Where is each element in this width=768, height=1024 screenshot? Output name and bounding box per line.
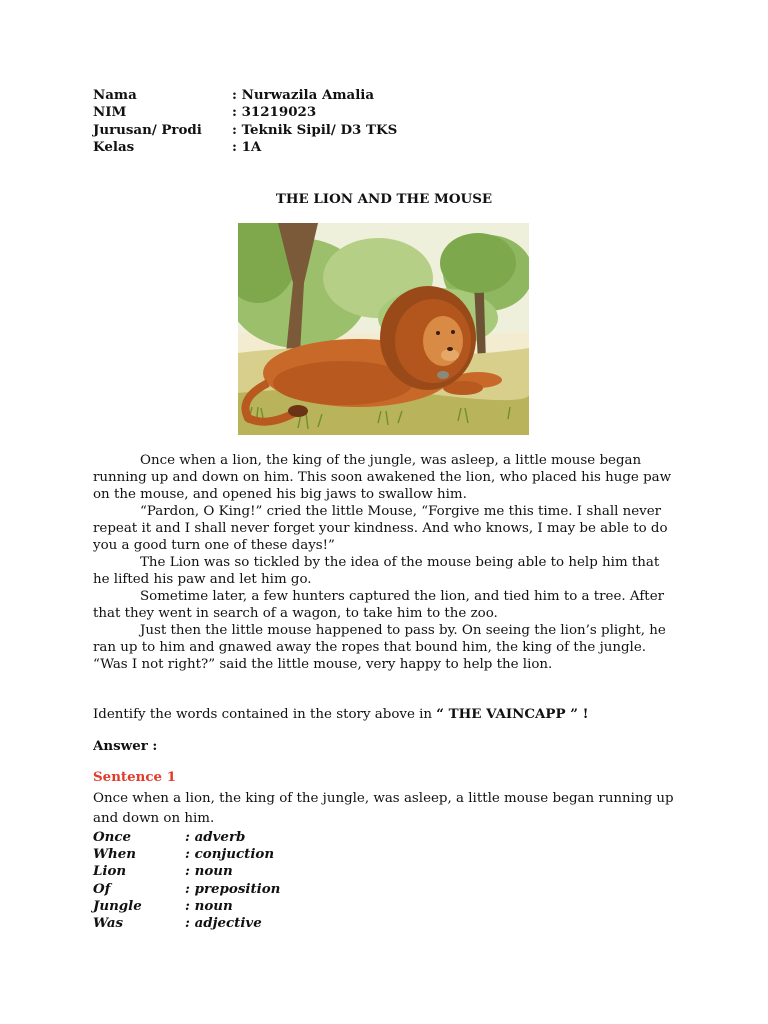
word-row bbox=[93, 829, 393, 846]
story-paragraph: The Lion was so tickled by the idea of the mouse being able to help him that he lifted his paw and let him go. bbox=[93, 555, 660, 587]
info-label: Jurusan/ Prodi bbox=[93, 121, 202, 138]
sentence-heading: Sentence 1 bbox=[93, 769, 177, 785]
info-label: Kelas bbox=[93, 138, 135, 155]
info-row-class bbox=[93, 139, 513, 156]
word-class: : adjective bbox=[185, 914, 262, 931]
word-class: : noun bbox=[185, 897, 233, 914]
info-row-name bbox=[93, 87, 513, 104]
word-class: : adverb bbox=[185, 829, 246, 845]
word: Lion bbox=[93, 863, 127, 880]
story-paragraph: Sometime later, a few hunters captured the lion, and tied him to a tree. After that they went in search of a wagon, to take him to the zoo. bbox=[93, 589, 665, 621]
word-class-list bbox=[93, 829, 393, 932]
student-info bbox=[93, 87, 513, 156]
word-row bbox=[93, 863, 393, 880]
info-value: : Nurwazila Amalia bbox=[232, 87, 375, 103]
word-class: : conjuction bbox=[185, 846, 275, 863]
story-title: THE LION AND THE MOUSE bbox=[275, 191, 493, 207]
word-row bbox=[93, 898, 393, 915]
word: Was bbox=[93, 914, 124, 931]
info-row-major bbox=[93, 122, 513, 139]
story-paragraph: “Was I not right?” said the little mouse, very happy to help the lion. bbox=[93, 657, 553, 672]
info-value: : 31219023 bbox=[232, 104, 317, 121]
word-class: : preposition bbox=[185, 880, 281, 897]
word-row bbox=[93, 881, 393, 898]
answer-label: Answer : bbox=[93, 738, 158, 754]
task-text: Identify the words contained in the story above in bbox=[93, 707, 437, 722]
info-label: NIM bbox=[93, 104, 127, 121]
task-emphasis: “ THE VAINCAPP ” ! bbox=[436, 706, 589, 722]
story-paragraph: Just then the little mouse happened to pass by. On seeing the lion’s plight, he ran up to him and gnawed away the ropes that bound him, the king of the jungle. bbox=[93, 623, 666, 655]
info-value: : 1A bbox=[232, 138, 262, 155]
story-paragraph: Once when a lion, the king of the jungle, was asleep, a little mouse began running up and down on him. This soon awakened the lion, who placed his huge paw on the mouse, and opened his big jaws to swallow him. bbox=[93, 453, 672, 502]
info-row-nim bbox=[93, 104, 513, 121]
word-row bbox=[93, 915, 393, 932]
story-paragraph: “Pardon, O King!” cried the little Mouse, “Forgive me this time. I shall never repeat it and I shall never forget your kindness. And who knows, I may be able to do you a good turn one of these days!” bbox=[93, 504, 668, 553]
task-instruction bbox=[93, 706, 588, 722]
story-body bbox=[93, 452, 678, 673]
word: Of bbox=[93, 880, 111, 897]
word: When bbox=[93, 846, 137, 863]
word-class: : noun bbox=[185, 863, 233, 880]
info-value: : Teknik Sipil/ D3 TKS bbox=[232, 121, 398, 138]
info-label: Nama bbox=[93, 87, 137, 103]
word-row bbox=[93, 846, 393, 863]
word: Jungle bbox=[93, 897, 142, 914]
sentence-text: Once when a lion, the king of the jungle, was asleep, a little mouse began running up and down on him. bbox=[93, 791, 674, 826]
word: Once bbox=[93, 829, 132, 845]
lion-illustration bbox=[238, 223, 529, 435]
